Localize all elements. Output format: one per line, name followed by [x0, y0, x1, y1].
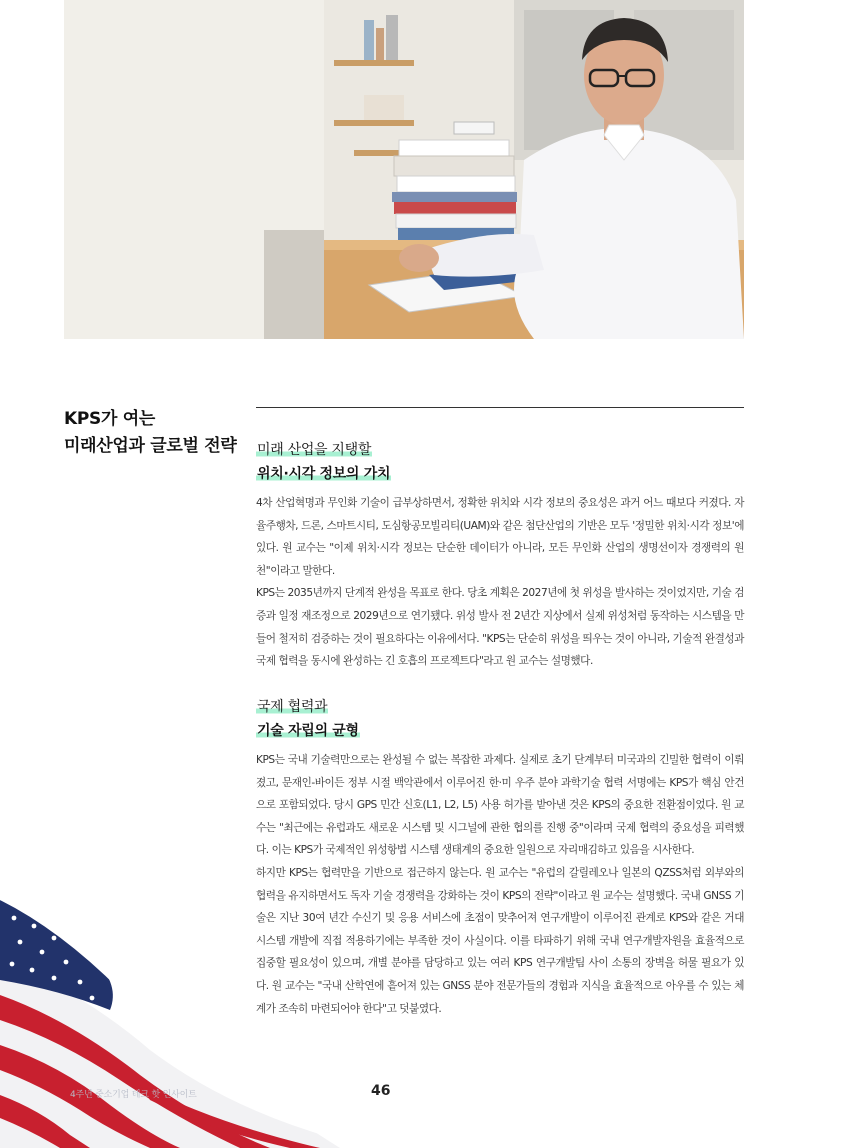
section1-heading	[256, 438, 391, 486]
section-divider	[256, 407, 744, 408]
section1-paragraph-2: KPS는 2035년까지 단계적 완성을 목표로 한다. 당초 계획은 2027년에 첫 위성을 발사하는 것이었지만, 기술 검증과 일정 재조정으로 2029년으로 연기됐다. 위성 발사 전 2년간 지상에서 실제 위성처럼 동작하는 시스템을 만들어 철저히 검증하는 것이 필요하다는 이유에서다. "KPS는 단순히 위성을 띄우는 것이 아니라, 기술적 완결성과 국제 협력을 동시에 완성하는 긴 호흡의 프로젝트다"라고 원 교수는 설명했다.	[256, 587, 744, 668]
section2-paragraph-2: 하지만 KPS는 협력만을 기반으로 접근하지 않는다. 원 교수는 "유럽의 갈릴레오나 일본의 QZSS처럼 외부와의 협력을 유지하면서도 독자 기술 경쟁력을 강화하는 것이 KPS의 전략"이라고 원 교수는 설명했다. 국내 GNSS 기술은 지난 30여 년간 수신기 및 응용 서비스에 초점이 맞추어져 연구개발이 이루어진 관계로 KPS와 같은 거대 시스템 개발에 직접 적용하기에는 부족한 것이 사실이다. 이를 타파하기 위해 국내 연구개발자원을 효율적으로 집중할 필요성이 있으며, 개별 분야를 담당하고 있는 여러 KPS 연구개발팀 사이 소통의 장벽을 허물 필요가 있다. 원 교수는 "국내 산학연에 흩어져 있는 GNSS 분야 전문가들의 경험과 지식을 효율적으로 아우를 수 있는 체계가 조속히 마련되어야 한다"고 덧붙였다.	[256, 866, 744, 1015]
section1-body	[256, 492, 744, 673]
sidebar-title	[64, 406, 244, 460]
hero-photo	[64, 0, 744, 339]
sidebar-title-line2: 미래산업과 글로벌 전략	[64, 436, 237, 456]
page-number: 46	[371, 1083, 391, 1099]
section1-paragraph-1: 4차 산업혁명과 무인화 기술이 급부상하면서, 정확한 위치와 시각 정보의 중요성은 과거 어느 때보다 커졌다. 자율주행차, 드론, 스마트시티, 도심항공모빌리티(UAM)와 같은 첨단산업의 기반은 모두 '정밀한 위치·시각 정보'에 있다. 원 교수는 "이제 위치·시각 정보는 단순한 데이터가 아니라, 모든 무인화 산업의 생명선이자 경쟁력의 원천"이라고 말한다.	[256, 497, 744, 577]
sidebar-title-line1: KPS가 여는	[64, 409, 155, 429]
section2-heading-line1: 국제 협력과	[257, 699, 328, 715]
section2-heading-line2: 기술 자립의 균형	[257, 723, 359, 739]
section1-heading-line2: 위치·시각 정보의 가치	[257, 466, 391, 482]
us-flag-image	[0, 900, 340, 1148]
section2-paragraph-1: KPS는 국내 기술력만으로는 완성될 수 없는 복잡한 과제다. 실제로 초기 단계부터 미국과의 긴밀한 협력이 이뤄졌고, 문재인-바이든 정부 시절 백악관에서 이루어진 한·미 우주 분야 과학기술 협력 서명에는 KPS가 핵심 안건으로 포함되었다. 당시 GPS 민간 신호(L1, L2, L5) 사용 허가를 받아낸 것은 KPS의 중요한 전환점이었다. 원 교수는 "최근에는 유럽과도 새로운 시스템 및 시그널에 관한 협의를 진행 중"이라며 국제 협력의 중요성을 피력했다. 이는 KPS가 국제적인 위성항법 시스템 생태계의 중요한 일원으로 자리매김하고 있음을 시사한다.	[256, 754, 744, 857]
footer-publication: 4주년 중소기업 테크 핫 인사이트	[70, 1090, 197, 1100]
section2-heading	[256, 695, 360, 743]
section1-heading-line1: 미래 산업을 지탱할	[257, 442, 372, 458]
